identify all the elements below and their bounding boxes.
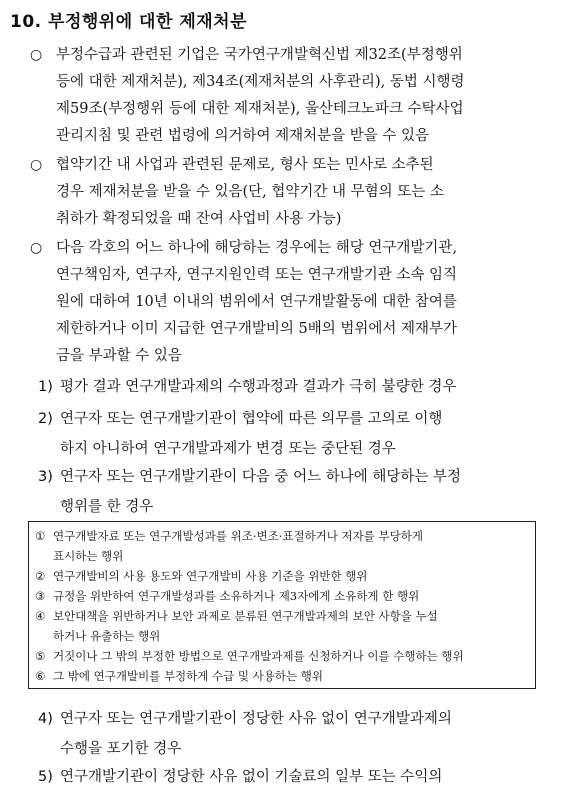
item-number: ② (35, 569, 46, 583)
item-number: 1) (38, 379, 53, 395)
box-list-item (35, 666, 529, 686)
text-line: 경우 제재처분을 받을 수 있음(단, 협약기간 내 무혐의 또는 소 (56, 184, 444, 200)
item-text (60, 762, 550, 792)
item-number: ⑤ (35, 649, 46, 663)
text-line: 연구자 또는 연구개발기관이 협약에 따른 의무를 고의로 이행 (60, 411, 443, 427)
text-line: 규정을 위반하여 연구개발성과를 소유하거나 제3자에게 소유하게 한 행위 (53, 589, 420, 603)
item-text (60, 372, 550, 402)
text-line: 보안대책을 위반하거나 보안 과제로 분류된 연구개발과제의 보안 사항을 누설 (53, 609, 438, 623)
box-list-item (35, 566, 529, 586)
text-line: 협약기간 내 사업과 관련된 문제로, 형사 또는 민사로 소추된 (56, 157, 434, 173)
item-number: 5) (38, 769, 53, 785)
item-number: 2) (38, 411, 53, 427)
text-line: 연구자 또는 연구개발기관이 정당한 사유 없이 연구개발과제의 (60, 711, 452, 727)
text-line: 수행을 포기한 경우 (60, 741, 182, 757)
text-line: 연구자 또는 연구개발기관이 다음 중 어느 하나에 해당하는 부정 (60, 469, 462, 485)
box-list-item (35, 586, 529, 606)
bullet-mark: ○ (30, 240, 43, 256)
text-line: 관리지침 및 관련 법령에 의거하여 제재처분을 받을 수 있음 (56, 128, 430, 144)
text-line: 다음 각호의 어느 하나에 해당하는 경우에는 해당 연구개발기관, (56, 240, 458, 256)
text-line: 하거나 유출하는 행위 (53, 629, 161, 643)
item-text (60, 404, 550, 464)
text-line: 등에 대한 제재처분), 제34조(제재처분의 사후관리), 동법 시행령 (56, 74, 465, 90)
bullet-text (56, 235, 562, 370)
item-text (53, 666, 529, 686)
item-text (60, 462, 550, 522)
bullet-text (56, 152, 562, 233)
section-heading: 10. 부정행위에 대한 제재처분 (10, 12, 248, 32)
misconduct-list-box (28, 521, 536, 689)
item-text (53, 566, 529, 586)
item-text (53, 646, 529, 666)
text-line: 연구개발기관이 정당한 사유 없이 기술료의 일부 또는 수익의 (60, 769, 443, 785)
item-number: ④ (35, 609, 46, 623)
text-line: 그 밖에 연구개발비를 부정하게 수급 및 사용하는 행위 (53, 669, 323, 683)
text-line: 연구개발자료 또는 연구개발성과를 위조·변조·표절하거나 저자를 부당하게 (53, 529, 423, 543)
text-line: 거짓이나 그 밖의 부정한 방법으로 연구개발과제를 신청하거나 이를 수행하는 행위 (53, 649, 464, 663)
text-line: 행위를 한 경우 (60, 499, 154, 515)
item-number: ③ (35, 589, 46, 603)
bullet-mark: ○ (30, 47, 43, 63)
box-list-item (35, 606, 529, 646)
item-text (60, 704, 550, 764)
text-line: 부정수급과 관련된 기업은 국가연구개발혁신법 제32조(부정행위 (56, 47, 463, 63)
text-line: 표시하는 행위 (53, 549, 124, 563)
text-line: 연구책임자, 연구자, 연구지원인력 또는 연구개발기관 소속 임직 (56, 267, 458, 283)
item-number: ① (35, 529, 46, 543)
item-number: 3) (38, 469, 53, 485)
item-text (53, 606, 529, 646)
bullet-mark: ○ (30, 157, 43, 173)
box-list-item (35, 646, 529, 666)
item-text (53, 526, 529, 566)
text-line: 평가 결과 연구개발과제의 수행과정과 결과가 극히 불량한 경우 (60, 379, 457, 395)
item-number: ⑥ (35, 669, 46, 683)
text-line: 제한하거나 이미 지급한 연구개발비의 5배의 범위에서 제재부가 (56, 321, 458, 337)
text-line: 제59조(부정행위 등에 대한 제재처분), 울산테크노파크 수탁사업 (56, 101, 464, 117)
item-text (53, 586, 529, 606)
text-line: 하지 아니하여 연구개발과제가 변경 또는 중단된 경우 (60, 441, 396, 457)
bullet-text (56, 42, 562, 150)
text-line: 연구개발비의 사용 용도와 연구개발비 사용 기준을 위반한 행위 (53, 569, 368, 583)
text-line: 취하가 확정되었을 때 잔여 사업비 사용 가능) (56, 211, 342, 227)
item-number: 4) (38, 711, 53, 727)
text-line: 원에 대하여 10년 이내의 범위에서 연구개발활동에 대한 참여를 (56, 294, 457, 310)
text-line: 금을 부과할 수 있음 (56, 348, 182, 364)
box-list-item (35, 526, 529, 566)
